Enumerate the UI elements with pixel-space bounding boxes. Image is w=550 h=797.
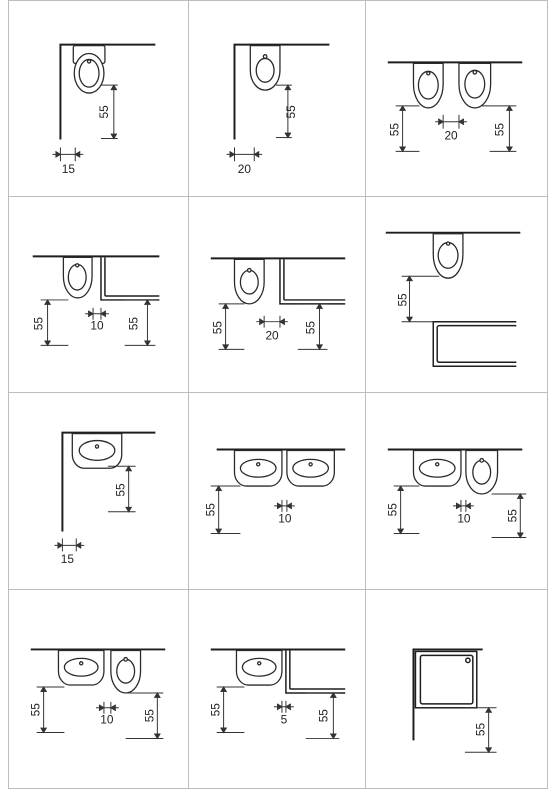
dim-label-vertical-right: 55 xyxy=(142,709,157,723)
washbasin-fixture xyxy=(236,650,281,685)
panel-12-drawing xyxy=(366,590,547,788)
dimension-horizontal xyxy=(227,147,263,161)
dimension-horizontal xyxy=(435,115,467,129)
toilet-fixture xyxy=(63,257,92,298)
dim-label-horizontal: 10 xyxy=(90,318,104,333)
toilet-fixture xyxy=(433,234,463,279)
dim-label-vertical-right: 55 xyxy=(492,123,507,137)
dim-label-vertical-right: 55 xyxy=(303,321,318,335)
panel-10-drawing xyxy=(9,590,188,788)
shower-tray xyxy=(415,651,476,707)
bathtub xyxy=(280,259,345,303)
panel-6-drawing xyxy=(366,197,547,392)
washbasin-fixture-right xyxy=(287,450,334,486)
panel-9 xyxy=(365,392,548,590)
bidet-fixture xyxy=(234,259,264,303)
panel-11-drawing xyxy=(189,590,365,788)
panel-4 xyxy=(8,196,189,393)
dim-label-vertical-left: 55 xyxy=(28,703,43,717)
dim-label-horizontal: 10 xyxy=(100,712,114,727)
dim-label-vertical: 55 xyxy=(113,483,128,497)
bidet-fixture xyxy=(459,63,491,108)
dim-label-horizontal: 10 xyxy=(457,511,471,526)
panel-2 xyxy=(188,0,366,197)
dim-label-vertical-right: 55 xyxy=(505,509,520,523)
panel-8-drawing xyxy=(189,393,365,589)
dim-label-horizontal: 20 xyxy=(444,128,458,143)
dim-label-vertical: 55 xyxy=(203,503,218,517)
panel-5-drawing xyxy=(189,197,365,392)
panel-8 xyxy=(188,392,366,590)
bathtub xyxy=(286,650,345,693)
panel-3 xyxy=(365,0,548,197)
panel-2-drawing xyxy=(189,1,365,196)
dim-label-vertical-right: 55 xyxy=(316,709,331,723)
dim-label-vertical-right: 55 xyxy=(126,317,141,331)
dimension-horizontal xyxy=(274,500,295,512)
dim-label-vertical: 55 xyxy=(283,105,298,119)
dim-label-vertical-left: 55 xyxy=(387,123,402,137)
panel-7-drawing xyxy=(9,393,188,589)
panel-4-drawing xyxy=(9,197,188,392)
washbasin-fixture xyxy=(413,450,460,486)
dim-label-horizontal: 20 xyxy=(265,328,279,343)
wall-corner xyxy=(234,45,329,140)
dimension-horizontal xyxy=(274,701,294,713)
washbasin-fixture xyxy=(72,434,121,469)
panel-11 xyxy=(188,589,366,789)
dim-label-vertical-left: 55 xyxy=(385,503,400,517)
dim-label-vertical: 55 xyxy=(96,105,111,119)
dim-label-vertical: 55 xyxy=(473,722,488,737)
dimension-horizontal xyxy=(256,316,288,328)
panel-6 xyxy=(365,196,548,393)
bidet-fixture xyxy=(466,450,498,494)
panel-1-drawing xyxy=(9,1,188,196)
washbasin-fixture xyxy=(58,650,103,685)
panel-5 xyxy=(188,196,366,393)
dim-label-vertical-left: 55 xyxy=(31,317,46,331)
panel-12 xyxy=(365,589,548,789)
dimension-horizontal xyxy=(54,538,84,551)
dim-label-horizontal: 10 xyxy=(278,511,292,526)
bathtub xyxy=(101,257,159,300)
bidet-fixture xyxy=(111,650,141,693)
dim-label-horizontal: 15 xyxy=(61,162,75,177)
dim-label-horizontal: 5 xyxy=(280,712,288,727)
dim-label-horizontal: 15 xyxy=(60,552,74,567)
panel-10 xyxy=(8,589,189,789)
toilet-fixture xyxy=(413,63,443,108)
dim-label-vertical-left: 55 xyxy=(210,321,225,335)
dim-label-vertical: 55 xyxy=(395,293,410,307)
washbasin-fixture-left xyxy=(234,450,281,486)
dim-label-vertical-left: 55 xyxy=(208,703,223,717)
dim-label-horizontal: 20 xyxy=(237,162,251,177)
toilet-fixture xyxy=(73,46,105,93)
dimension-horizontal xyxy=(453,500,474,512)
panel-1 xyxy=(8,0,189,197)
panel-9-drawing xyxy=(366,393,547,589)
dimension-horizontal xyxy=(53,147,84,161)
bathtub xyxy=(433,322,516,367)
panel-3-drawing xyxy=(366,1,547,196)
bidet-fixture xyxy=(250,46,280,90)
panel-7 xyxy=(8,392,189,590)
